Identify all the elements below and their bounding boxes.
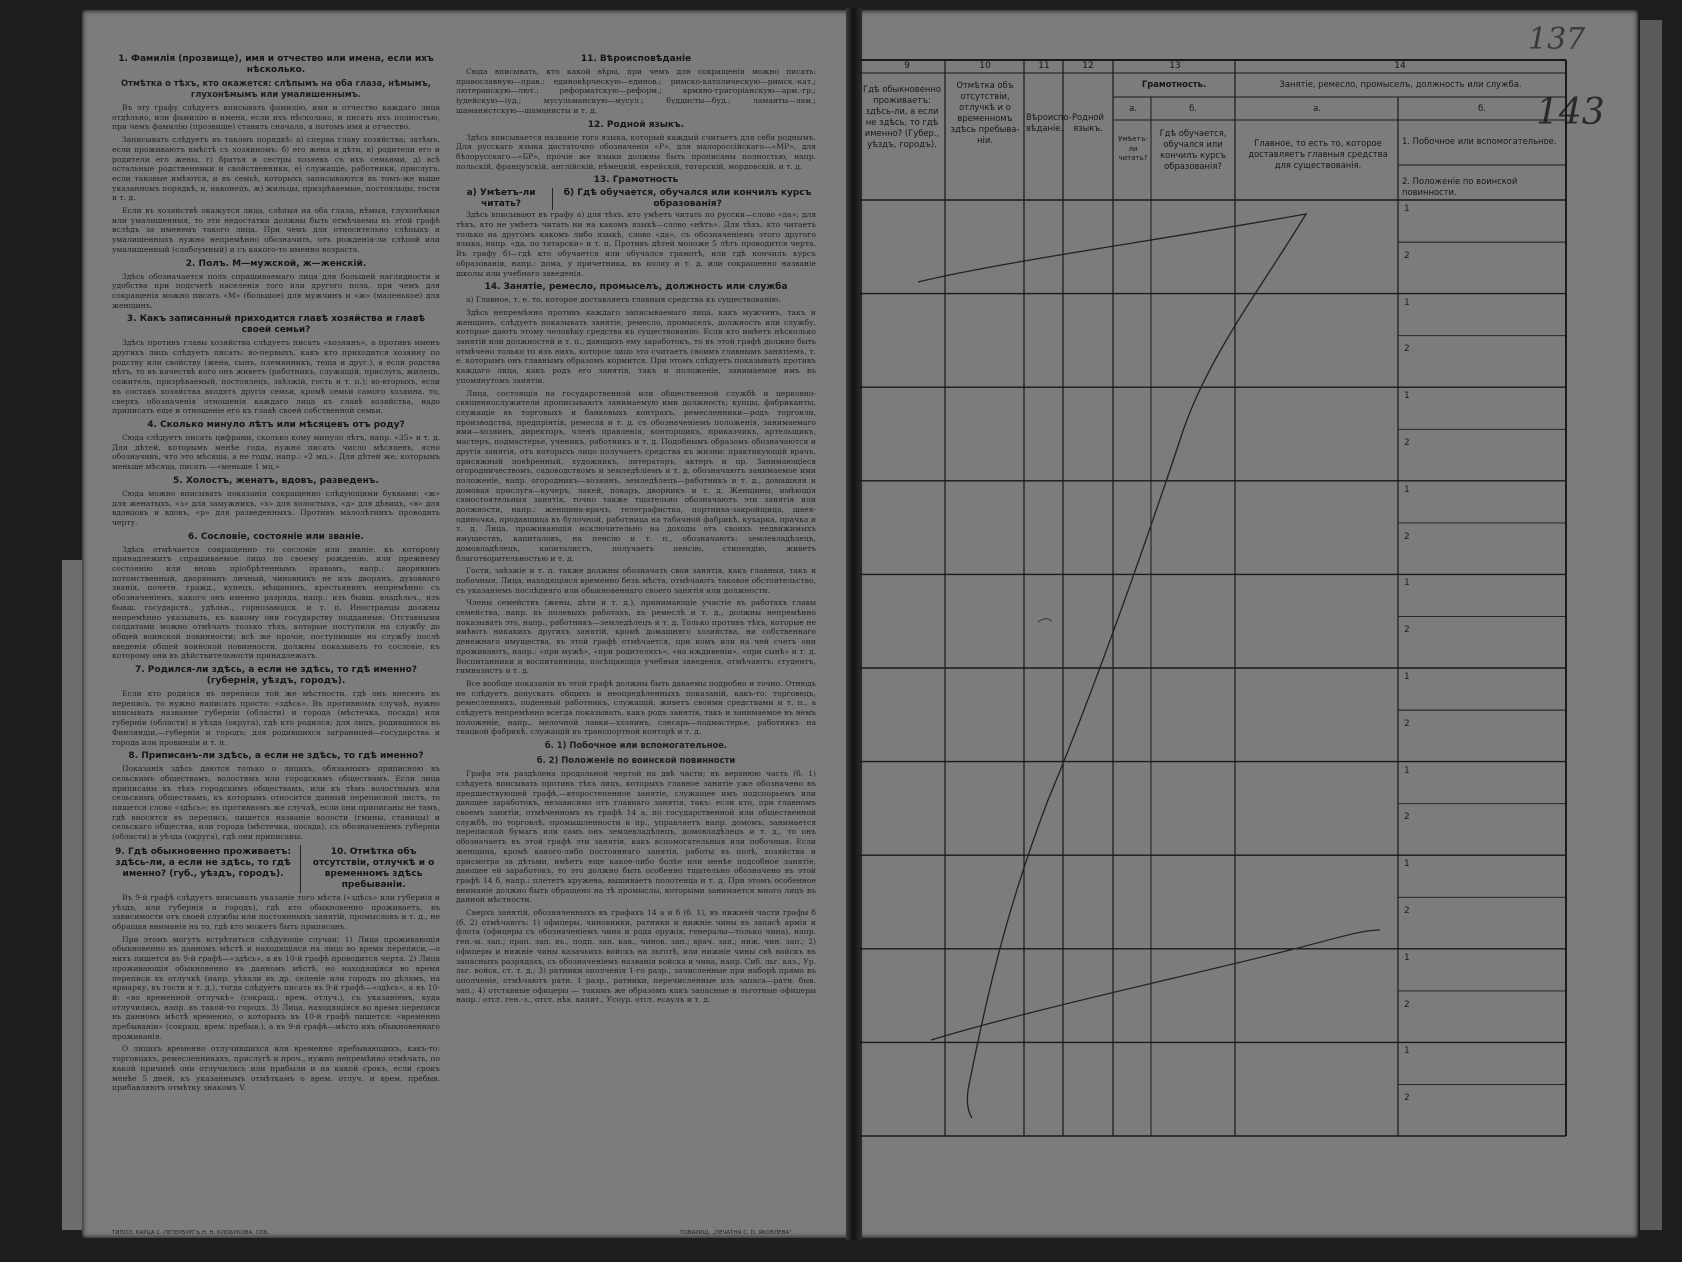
instruction-paragraph: Въ 9-й графѣ слѣдуетъ вписывать указаніе того мѣста («здѣсь» или губернія и уѣздъ, или губернія и городъ), гдѣ кто обыкновенно проживаетъ, въ зависимости отъ своей службы или постоянныхъ занятій, промысловъ и т. д., не обращая вниманія на то, гдѣ кто можетъ быть приписанъ. [112, 892, 440, 931]
instruction-paragraph: а) Главное, т. е. то, которое доставляетъ главныя средства къ существованію. [466, 295, 781, 305]
row-subnumber: 1 [1404, 952, 1410, 963]
section-heading: 7. Родился-ли здѣсь, а если не здѣсь, то гдѣ именно? (губернія, уѣздъ, городъ). [134, 665, 418, 687]
header-can-read: Умѣетъ-ли читать? [1117, 135, 1149, 162]
instruction-paragraph: Здѣсь непремѣнно противъ каждаго записываемаго лица, какъ мужчинъ, такъ и женщинъ, слѣдуетъ показывать занятіе, ремесло, промыселъ, должность или службу, которые даютъ этому человѣку средства къ существованію. Если кто имѣетъ нѣсколько занятій или должностей и т. п., дающихъ ему заработокъ, то въ этой графѣ должно быть отмѣчено только то изъ нихъ, которое лицо это считаетъ своимъ главнымъ занятіемъ, т. е. которымъ онъ главнымъ образомъ кормится. При этомъ слѣдуетъ показывать противъ каждаго лица, какъ родъ его занятія, такъ и положеніе, занимаемое имъ въ упомянутомъ занятіи. [456, 307, 816, 385]
section-note: б. 1) Побочное или вспомогательное. [544, 740, 728, 751]
column-number-11: 11 [1038, 61, 1050, 71]
row-subnumber: 1 [1404, 204, 1410, 214]
row-subnumber: 2 [1404, 1093, 1410, 1104]
row-subnumber: 2 [1404, 438, 1410, 448]
section-heading: 2. Полъ. М—мужской, ж—женскій. [185, 258, 367, 269]
row-subnumber: 1 [1404, 297, 1410, 308]
section-heading: 5. Холостъ, женатъ, вдовъ, разведенъ. [173, 475, 379, 486]
header-education: Гдѣ обучается, обучался или кончилъ курсъ образованія? [1159, 128, 1227, 171]
row-subnumber: 1 [1404, 765, 1410, 776]
header-occupation-a: а. [1313, 103, 1321, 113]
instruction-paragraph: Въ эту графу слѣдуетъ вписывать фамилію, имя и отчество каждаго лица отдѣльно, или фамилію и имена, если ихъ нѣсколько, и писать ихъ полностью, при чемъ фамилію (прозвище) ставить сначала, а потомъ имя и отчество. [112, 103, 440, 132]
header-literacy-a: а. [1129, 103, 1137, 113]
instruction-paragraph: Записывать слѣдуетъ въ такомъ порядкѣ: а) сперва главу хозяйства; затѣмъ, если проживаютъ вмѣстѣ съ хозяиномъ: б) его жена и дѣти, в) родители его и родители его жены, г) братья и сестры хозяевъ съ ихъ семьями, д) всѣ остальные родственники и свойственники, е) служащіе, работники, прислуга, если таковые имѣются, и въ семьѣ, которыхъ записываются въ томъ-же выше указанномъ порядкѣ, и, наконецъ, ж) жильцы, призрѣваемые, постояльцы, гости и т. д. [112, 135, 440, 203]
instruction-paragraph: Гости, заѣзжіе и т. п. также должны обозначать свои занятія, какъ главныя, такъ и побочныя. Лица, находящіяся временно безъ мѣста, отмѣчаютъ таковое обстоятельство, съ указаніемъ послѣдняго или обыкновеннаго своего занятія или должности. [456, 566, 816, 595]
header-residence: Гдѣ обыкновенно проживаетъ: здѣсь-ли, а если не здѣсь, то гдѣ именно? (Губер., уѣздъ, городъ). [863, 84, 941, 149]
stamped-page-number: 137 [1528, 22, 1586, 57]
instruction-paragraph: Если въ хозяйствѣ окажутся лица, слѣпыя на оба глаза, нѣмыя, глухонѣмыя или умалишенныя, то эти недостатки должны быть отмѣчаемы въ этой графѣ вслѣдъ за именемъ такого лица. При чемъ для относительно слѣпыхъ и умалишенныхъ нужно непремѣнно обозначить, отъ рожденія-ли слѣпой или умалишенный (слабоумный) и съ какого-то именно возраста. [112, 206, 440, 254]
header-absence: Отмѣтка объ отсутствіи, отлучкѣ и о временномъ здѣсь пребыва-ніи. [950, 80, 1020, 145]
section-note: Отмѣтка о тѣхъ, кто окажется: слѣпымъ на оба глаза, нѣмымъ, глухонѣмымъ или умалишеннымъ. [120, 78, 431, 99]
section-heading: 1. Фамилія (прозвище), имя и отчество или имена, если ихъ нѣсколько. [118, 54, 434, 75]
section-heading: 6. Сословіе, состояніе или званіе. [188, 531, 364, 542]
header-main-occupation: Главное, то есть то, которое доставляетъ главныя средства для существованія. [1248, 138, 1388, 170]
instruction-paragraph: При этомъ могутъ встрѣтиться слѣдующіе случаи: 1) Лица проживающія обыкновенно въ данномъ мѣстѣ и находящіяся на лицо во время переписи,—о нихъ пишется въ 9-й графѣ—«здѣсь», а въ 10-й графѣ проводится черта. 2) Лица проживающія обыкновенно въ данномъ мѣстѣ, но находящіяся во время переписи въ отлучкѣ (напр. уѣхали въ др. селеніе или городъ по дѣламъ, на ярмарку, въ гости и т. д.), тогда слѣдуетъ писать въ 9-й графѣ—«здѣсь», а въ 10-й: «во временной отлучкѣ» (сокращ.: врем. отлуч.), съ указаніемъ, куда отлучились, напр. въ такой-то городъ. 3) Лица, находящіяся во время переписи въ данномъ мѣстѣ временно, о которыхъ въ 10-й графѣ пишется: «временно пребываніи» (сокращ. врем. пребыв.), а въ 9-й графѣ—мѣсто ихъ обыкновеннаго проживанія. [112, 934, 440, 1041]
header-secondary-occupation: 1. Побочное или вспомогательное. [1402, 136, 1557, 146]
row-subnumber: 2 [1404, 999, 1410, 1010]
instruction-paragraph: Сюда слѣдуетъ писать цифрами, сколько кому минуло лѣтъ, напр. «35» и т. д. Для дѣтей, которымъ менѣе года, нужно писать число мѣсяцевъ, ясно обозначивъ, что это мѣсяцы, а не годы, напр.: «2 мц.». Для дѣтей же, которымъ меньше мѣсяца, писать —«меньше 1 мц.» [112, 432, 440, 472]
subheading-a: а) Умѣетъ-ли читать? [466, 188, 536, 210]
section-heading: 12. Родной языкъ. [587, 119, 685, 130]
row-subnumber: 2 [1404, 344, 1410, 355]
column-number-9: 9 [904, 61, 910, 71]
instruction-paragraph: Здѣсь обозначается полъ спрашиваемаго лица для большей наглядности и удобства при подсчетѣ населенія того или другого пола, при чемъ для сокращенія можно писать «М» (большое) для мужчинъ и «ж» (маленькое) для женщинъ. [112, 271, 440, 310]
instruction-paragraph: Здѣсь противъ главы хозяйства слѣдуетъ писать «хозяинъ», а противъ именъ другихъ лицъ слѣдуетъ писать: во-первыхъ, какъ кто приходится хозяину по родству или свойству (жена, сынъ, племянникъ, теща и друг.), а если родства нѣтъ, то въ качествѣ кого онъ живетъ (работникъ, служащій, прислуга, жилецъ, сожитель, призрѣваемый, постоялецъ, заѣзжій, гость и т. п.); во-вторыхъ, если въ составъ хозяйства входятъ другія семьи, кромѣ семьи самого хозяина, то, сверхъ обозначенія отношенія каждаго лица къ главѣ хозяйства, надо приписать еще и отношеніе его къ главѣ своей собственной семьи. [112, 338, 440, 416]
column-number-10: 10 [979, 61, 991, 71]
instruction-paragraph: Если кто родился въ переписи той же мѣстности, гдѣ онъ внесенъ въ перепись, то нужно написать просто: «здѣсь». Въ противномъ случаѣ, нужно вписывать название губерніи (области) и города (мѣстечка, посада) или губерніи (области) и уѣзда (округа), гдѣ кто родился; для лицъ, родившихся въ Финляндіи,—губернія и городъ; для родившихся заграницей—государства и города или провинціи и т. п. [112, 689, 440, 747]
handwritten-sheet-number: 143 [1536, 92, 1605, 133]
section-heading: 3. Какъ записанный приходится главѣ хозяйства и главѣ своей семьи? [126, 314, 426, 336]
instruction-paragraph: Сверхъ занятій, обозначенныхъ въ графахъ 14 а и б (б. 1), въ нижней части графы б (б. 2) отмѣчаютъ: 1) офицеры, чиновники, ратники и нижніе чины въ запасѣ армія и флота (офицеры съ обозначеніемъ чина и рода оружія, генералы—только чина), напр. ген.-м. зап.; прап. зап. въ., подп. зап. кав., чинов. зап.; врач. зап.; ниж. чин. зап.; 2) офицеры и нижніе чины казачьихъ войскъ на льготѣ, или нижніе чины свѣ войскъ въ запасныхъ разрядахъ, съ обозначеніемъ названія войска и чина, напр. Сиб. льг. каз., Ур. льг. войск. ст. т. д.; 3) ратники ополченія 1-го разр., зачисленные при наборѣ прямо въ ополченіе, отмѣчаютъ ратн. 1 разр., ратники, перечисленные изъ запаса—ратн. быв. зап.; 4) отставные офицеры — такимъ же образомъ какъ запасные и льготные офицеры напр.: отст. ген.-з., отст. нѣх. капит., Усоур. отст. есаулъ и т. д. [456, 908, 816, 1005]
instruction-paragraph: Здѣсь вписывается названіе того языка, который каждый считаетъ для себя роднымъ. Для русскаго языка достаточно обозначенія «Р», для малороссійскаго—«МР», для бѣлорусскаго—«БР», прочіе же языки должны быть прописаны полностью, напр. польскій, французскій, англійскій, нѣмецкій, еврейскій, татарскій, мордовскій, и т. д. [456, 132, 816, 171]
instruction-paragraph: Лица, состоящія на государственной или общественной службѣ и церковно-священнослужители прописываютъ занимаемую ими должность; купцы, фабриканты, служащіе въ торговыхъ и банковыхъ контрахъ, ремесленники—родъ торговли, производства, предпріятія, ремесла и т. д. съ обозначеніемъ положенія, занимаемаго ими—хозяинъ, директоръ, членъ правленія, конторщикъ, приказчикъ, артельщикъ, мастеръ, подмастерье, ученикъ, работникъ и т. д. Подобнымъ образомъ обозначаются и другія занятія, отъ которыхъ лицо получаетъ средства къ жизни: практикующій врачъ, присяжный повѣренный, художникъ, литераторъ, актеръ и пр. Занимающіеся огородничествомъ, садоводствомъ и земледѣліемъ и т. д. обозначаютъ занимаемое ими положеніе, напр. огородникъ—хозяинъ, земледѣлецъ—работникъ и т. д., домашняя и домовая прислуга—кучеръ, лакей, поваръ, дворникъ и т. д. Женщины, имѣющія самостоятельныя занятія, точно также тщательно обозначаютъ эти занятія или должности, напр.: женщина-врачъ, телеграфистка, портниха-закройщица, швея-одиночка, продавщица въ булочной, работница на табачной фабрикѣ, кухарка, прачка и т. д. Лица, проживающія исключительно на доходы отъ своихъ недвижимыхъ имуществъ, капиталовъ, на пенсію и т. п., обозначаютъ: землевладѣлецъ, домовладѣлецъ, капиталистъ, получаетъ пенсію, стипендію, живетъ благотворительностью и т. д. [456, 388, 816, 563]
header-religion: Вѣроиспо-вѣданіе. [1026, 112, 1072, 133]
row-subnumber: 1 [1404, 578, 1410, 589]
printer-imprint-middle: ТОВАРИЩ. „ПЕЧАТНЯ С. П. ЯКОВЛЕВА“. [680, 1230, 794, 1236]
header-literacy-b: б. [1189, 103, 1197, 113]
row-subnumber: 1 [1404, 391, 1410, 402]
instruction-paragraph: Графа эта раздѣлена продольной чертой на двѣ части; въ верхнюю часть (б. 1) слѣдуетъ вписывать противъ тѣхъ лицъ, которыхъ главное занятіе уже обозначено въ предшествующей графѣ,—второстепенное занятіе, служащее имъ подспорьемъ или дающее заработокъ, независимо отъ главнаго занятія, такъ: если кто, при главномъ своемъ занятіи, отмѣченномъ въ графѣ 14 а, по государственной или общественной службѣ, по торговлѣ, промышленности и пр., управляетъ напр. домомъ, занимается перепиской бумагъ или самъ онъ землевладѣлецъ, домовладѣлецъ и т. д., то онъ обозначаетъ въ этой графѣ эти занятія, какъ вспомогательныя или побочныя. Если женщина, кромѣ какого-либо постояннаго занятія, работы въ полѣ, хозяйства и присмотра за дѣтьми, имѣетъ еще какое-либо болѣе или менѣе подсобное занятіе, дающее ей заработокъ, то это должно быть особенно тщательно обозначено въ этой графѣ 14 б, напр.: плететъ кружева, вышиваетъ полотенца и т. д. При этомъ особенное вниманіе должно быть обращено на тѣ промыслы, которыми занимается много лицъ въ данной мѣстности. [456, 769, 816, 905]
row-subnumber: 1 [1404, 484, 1410, 495]
subheading-b: б) Гдѣ обучается, обучался или кончилъ курсъ образованія? [563, 188, 812, 210]
header-native-language: Родной языкъ. [1071, 112, 1104, 133]
instruction-paragraph: Показанія здѣсь даются только о лицахъ, обязанныхъ приписною въ сельскимъ обществамъ, волостямъ или городскимъ обществамъ. Если лица приписаны въ тѣхъ городскимъ обществамъ, или къ тѣмъ волостнымъ или сельскимъ обществамъ, къ которымъ относится данный переписной листъ, то пишется слово «здѣсь»; въ противномъ же случаѣ, если они приписаны не тамъ, гдѣ вносятся въ перепись, пишется названіе волости (гмины, станицы) и сельскаго общества, или города (мѣстечка, посада), съ обозначеніемъ губерніи (области) и уѣзда (округа), гдѣ они приписаны. [112, 764, 440, 842]
row-subnumber: 2 [1404, 531, 1410, 542]
instruction-paragraph: Здѣсь отмѣчается сокращенно то сословіе или званіе, къ которому принадлежитъ спрашиваемое лицо по своему рожденію, или прежнему состоянію или вновь пріобрѣтеннымъ правамъ, напр.: дворянинъ потомственный, дворянинъ личный, чиновникъ не изъ дворянъ, духовнаго званія, почетн. гражд., купецъ, мѣщанинъ, крестьянинъ непремѣнно съ обозначеніемъ, какого онъ именно разряда, напр.: изъ бывш. владѣльч., изъ бывш. государств., удѣльн., горнозаводск. и т. п. Иностранцы должны непремѣнно указывать, къ какому они государству подданные. Отставными солдатами можно отмѣчать только тѣхъ, которые поступили на службу до общей воинской повинности; всѣ же прочіе, поступившіе на службу послѣ введенія общей воинской повинности, должны показывать то сословіе, къ которому они въ дѣйствительности принадлежатъ. [112, 544, 440, 661]
row-subnumber: 1 [1404, 1046, 1410, 1057]
section-heading: 4. Сколько минуло лѣтъ или мѣсяцевъ отъ роду? [147, 419, 405, 430]
section-heading: 8. Приписанъ-ли здѣсь, а если не здѣсь, то гдѣ именно? [128, 751, 424, 762]
row-subnumber: 1 [1404, 859, 1410, 870]
column-number-13: 13 [1169, 61, 1181, 71]
column-number-12: 12 [1082, 61, 1094, 71]
column-number-14: 14 [1394, 61, 1406, 71]
section-heading: 14. Занятіе, ремесло, промыселъ, должность или служба [484, 282, 788, 293]
instruction-paragraph: Сюда можно вписывать показанія сокращенно слѣдующими буквами: «ж» для женатыхъ, «з» для замужнихъ, «х» для холостыхъ, «д» для дѣвицъ, «в» для вдовцовъ и вдовъ, «р» для разведенныхъ. Противъ малолѣтнихъ проводить черту. [112, 488, 440, 527]
section-heading: 11. Вѣроисповѣданіе [580, 54, 692, 64]
header-occupation-b: б. [1478, 103, 1486, 113]
instruction-paragraph: О лицахъ временно отлучившихся или временно пребывающихъ, какъ-то: торговцахъ, ремесленникахъ, прислугѣ и проч., нужно непремѣнно отмѣчать, по какой причинѣ они отлучились или прибыли и на какой срокъ, если срокъ менѣе 5 дней, къ указаннымъ отмѣткамъ о врем. отлуч. и врем. пребыв. прибавляютъ отмѣтку знакомъ V. [112, 1044, 440, 1093]
instruction-paragraph: Сюда вписывать, кто какой вѣры, при чемъ для сокращенія можно писать: православную—прав.; единовѣрческую—единов.; римско-католическую—римск.-кат.; лютеранскую—лют.; реформатскую—реформ.; армяно-григоріанскую—арм.-гр.; іудейскую—іуд.; мусульманскую—мусул.; буддисты—буд.; ламаиты—лам.; шаманистскую—шаманисты и т. д. [456, 67, 816, 115]
row-subnumber: 2 [1404, 812, 1410, 823]
instruction-paragraph: Все вообще показанія въ этой графѣ должны быть даваемы подробно и точно. Отнюдь не слѣдуетъ допускать общихъ и неопредѣленныхъ показаній, какъ-то: торговецъ, ремесленникъ, поденный работникъ, служащій, живетъ своими средствами и т. п., а слѣдуетъ непремѣнно всегда показывать, какъ родъ занятія, такъ и занимаемое въ немъ положеніе, напр., мелочной лавки—хозяинъ, слесарь—подмастерье, работникъ на ткацкой фабрикѣ, служащій въ транспортной конторѣ и т. д. [456, 678, 816, 737]
heading-10: 10. Отмѣтка объ отсутствіи, отлучкѣ и о временномъ здѣсь пребываніи. [312, 846, 435, 890]
heading-9: 9. Гдѣ обыкновенно проживаетъ: здѣсь-ли, а если не здѣсь, то гдѣ именно? (губ., уѣздъ, городъ). [115, 846, 291, 879]
header-military-status: 2. Положеніе по воинской повинности. [1402, 176, 1518, 197]
row-subnumber: 2 [1404, 250, 1410, 261]
instruction-paragraph: Члены семействъ (жены, дѣти и т. д.), принимающіе участіе въ работахъ главы семейства, напр. въ полевыхъ работахъ, въ ремеслѣ и т. д., должны непремѣнно показывать это, напр., работникъ—земледѣлецъ и т. д. Только противъ тѣхъ, которые не имѣютъ никакихъ другихъ занятій, кромѣ домашняго хозяйства, ни собственнаго денежнаго имущества, въ этой графѣ отмѣчается, при комъ или на чей счетъ они проживаютъ, напр.: «при мужѣ», «при родителяхъ», «на иждивеніи», «при сынѣ» и т. д. Воспитанники и воспитанницы, посѣщающія учебныя заведенія, отмѣчаютъ: студентъ, гимназистъ и т. д. [456, 598, 816, 676]
printer-imprint-left: ТИПОЛ. КАРЦА С.-ПЕТЕРБУРГЪ Н. Н. КЛОБУКОВА. СПБ. [112, 1230, 270, 1236]
row-subnumber: 2 [1404, 625, 1410, 636]
instruction-paragraph: Здѣсь вписывают въ графу а) для тѣхъ, кто умѣетъ читать по русски—слово «да»; для тѣхъ, кто не умѣетъ читать ни на какомъ языкѣ—слово «нѣтъ». Для тѣхъ, кто читаетъ только на другомъ какомъ либо языкѣ, слово «да», съ обозначеніемъ этого другого языка, напр. «да, по татарски» и т. п. Противъ дѣтей моложе 5 лѣтъ проводится черта. Въ графу б)—гдѣ кто обучается или обучался грамотѣ, или гдѣ кончилъ курсъ образованія, напр.: дома, у причетника, въ полку и т. д. или сокращенно названіе школы или учебнаго заведенія. [456, 210, 816, 278]
section-heading: 13. Грамотность [593, 175, 679, 186]
header-occupation: Занятіе, ремесло, промыселъ, должность или служба. [1279, 79, 1522, 89]
section-note: б. 2) Положеніе по воинской повинности [536, 754, 736, 765]
header-literacy: Грамотность. [1141, 79, 1207, 89]
row-subnumber: 1 [1404, 672, 1410, 682]
row-subnumber: 2 [1404, 718, 1410, 729]
row-subnumber: 2 [1404, 906, 1410, 916]
